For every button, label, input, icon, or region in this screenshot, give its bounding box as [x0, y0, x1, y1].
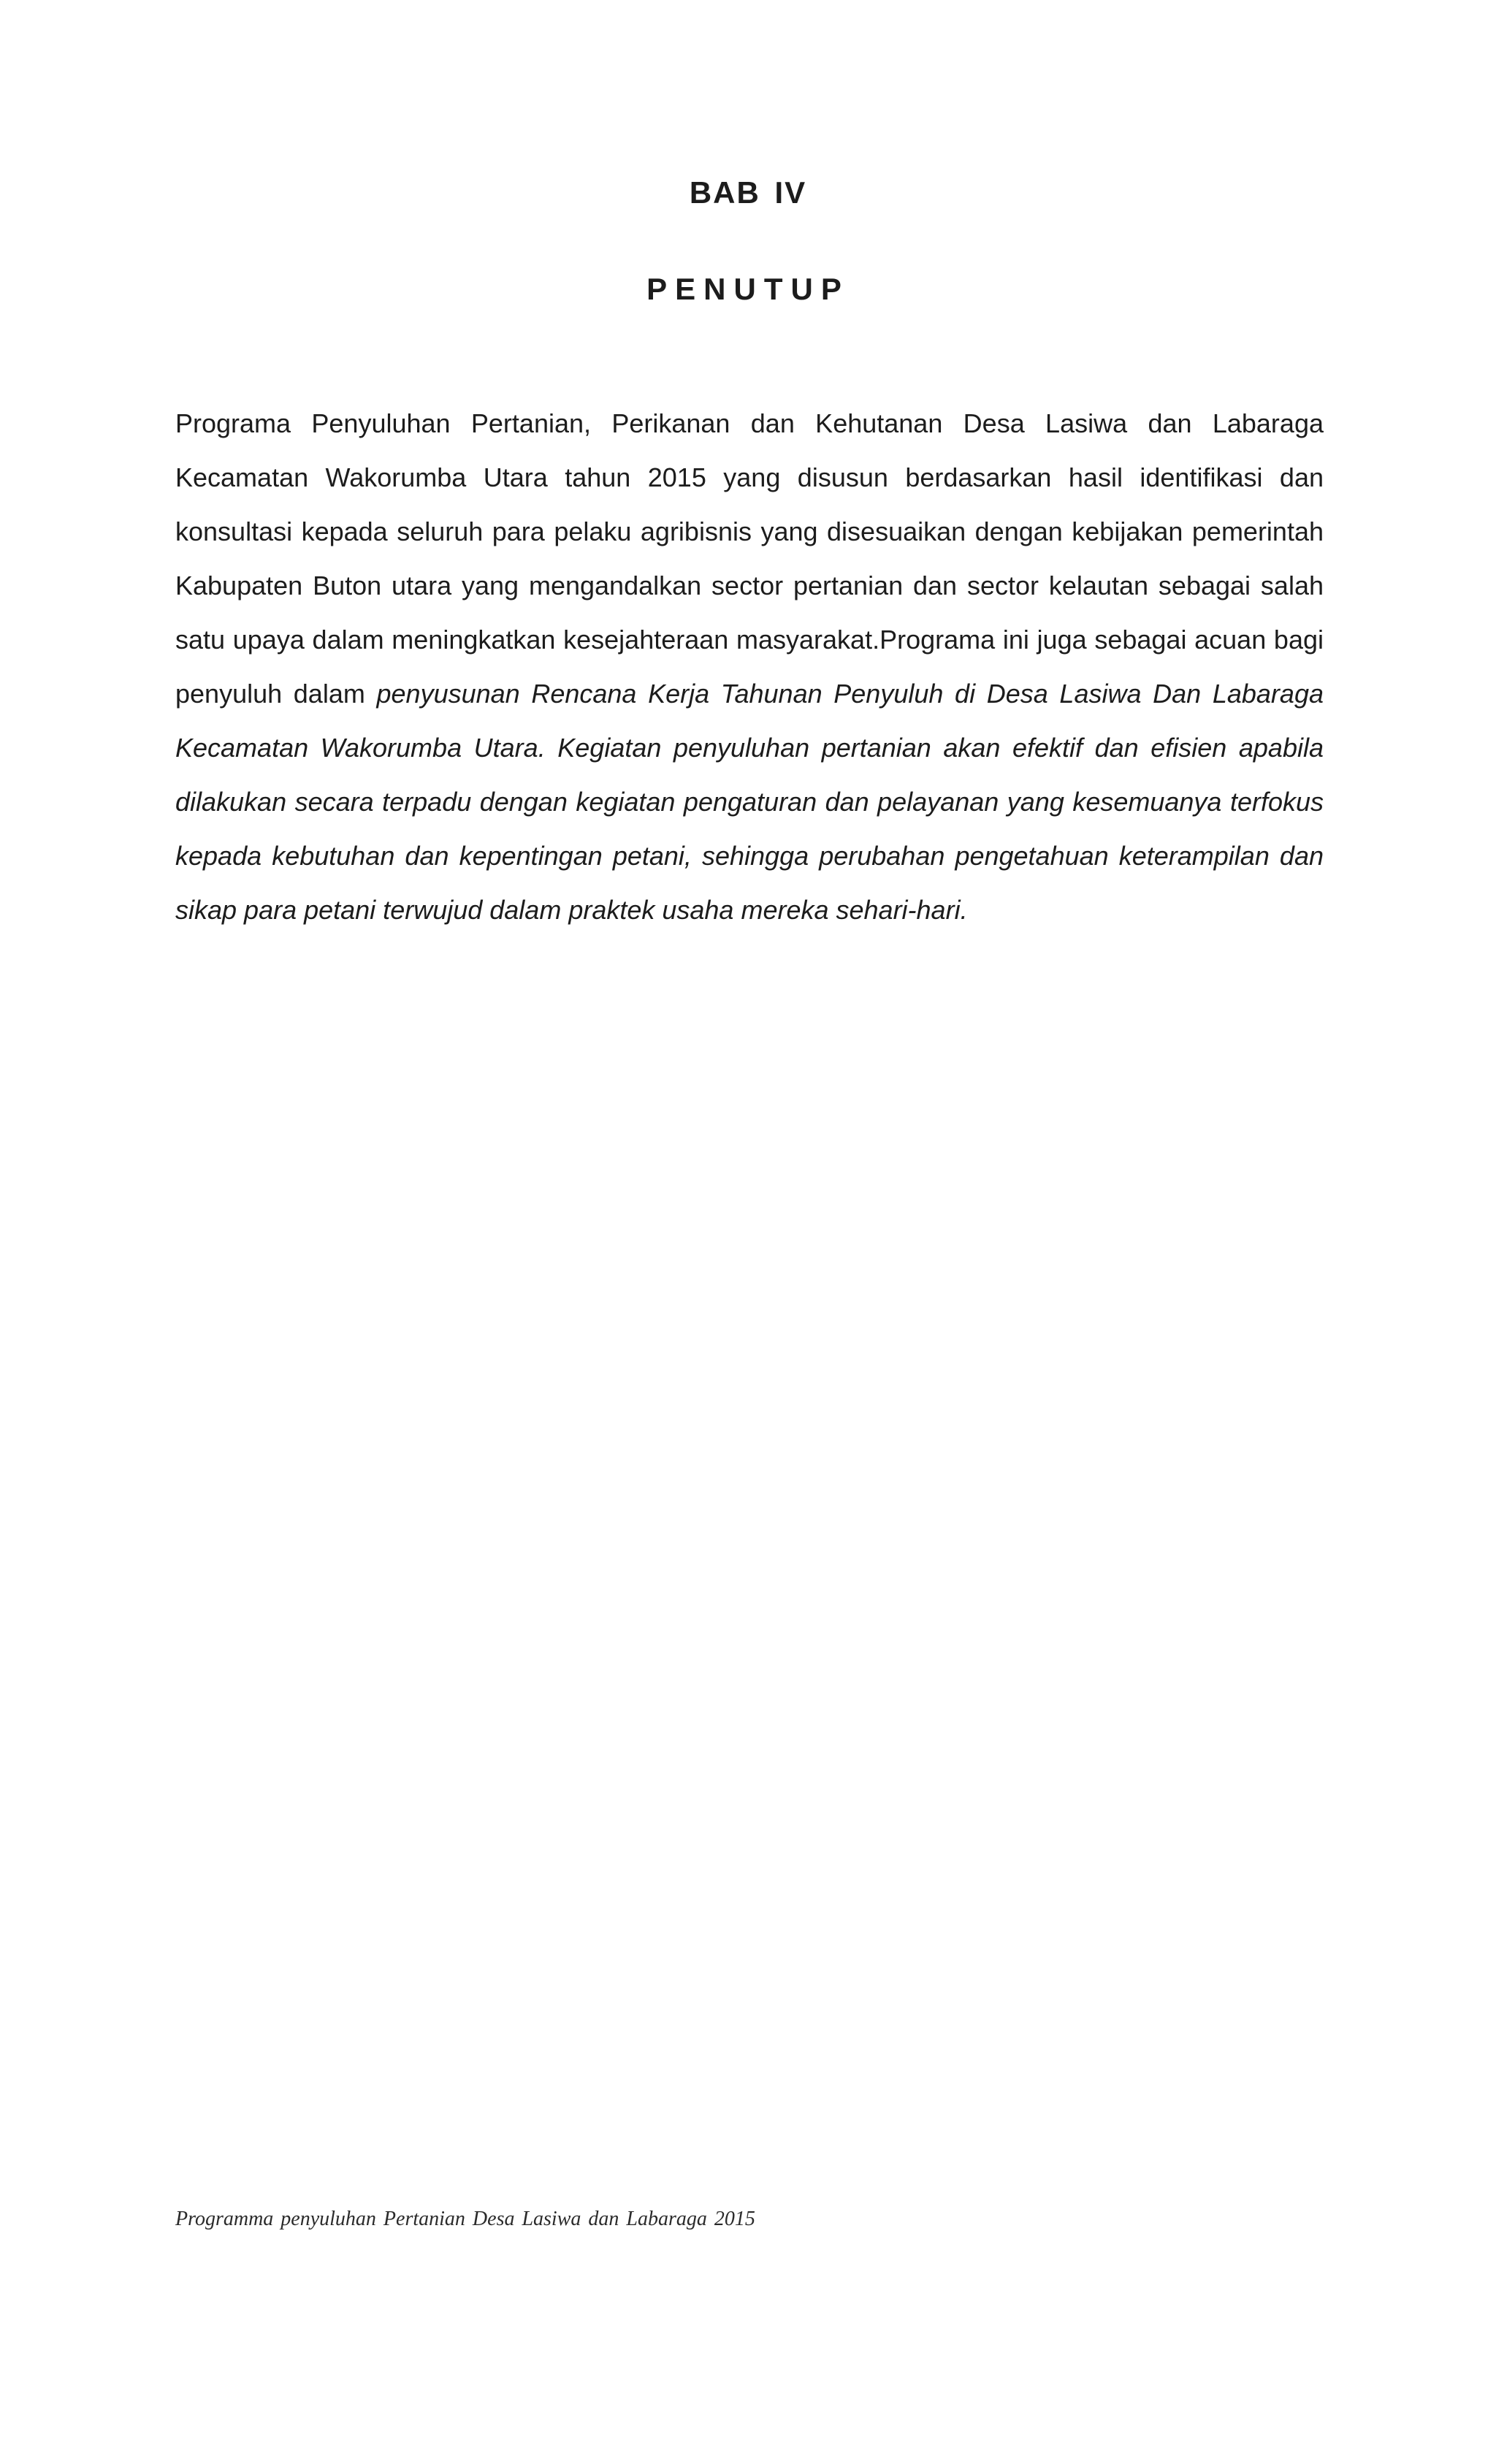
page-footer: Programma penyuluhan Pertanian Desa Lasiwa dan Labaraga 2015 — [175, 2208, 755, 2230]
chapter-heading: BAB IV — [689, 175, 807, 210]
body-paragraph — [175, 397, 1324, 937]
chapter-title: PENUTUP — [646, 272, 850, 306]
paragraph-italic-text: penyusunan Rencana Kerja Tahunan Penyuluh di Desa Lasiwa Dan Labaraga Kecamatan Wakorumba Utara. Kegiatan penyuluhan pertanian akan efektif dan efisien apabila dilakukan secara terpadu dengan kegiatan pengaturan dan pelayanan yang kesemuanya terfokus kepada kebutuhan dan kepentingan petani, sehingga perubahan pengetahuan keterampilan dan sikap para petani terwujud dalam praktek usaha mereka sehari-hari. — [175, 679, 1324, 925]
paragraph-plain-text: Programa Penyuluhan Pertanian, Perikanan dan Kehutanan Desa Lasiwa dan Labaraga Kecamatan Wakorumba Utara tahun 2015 yang disusun berdasarkan hasil identifikasi dan konsultasi kepada seluruh para pelaku agribisnis yang disesuaikan dengan kebijakan pemerintah Kabupaten Buton utara yang mengandalkan sector pertanian dan sector kelautan sebagai salah satu upaya dalam meningkatkan kesejahteraan masyarakat.Programa ini juga sebagai acuan bagi penyuluh dalam — [175, 408, 1324, 709]
